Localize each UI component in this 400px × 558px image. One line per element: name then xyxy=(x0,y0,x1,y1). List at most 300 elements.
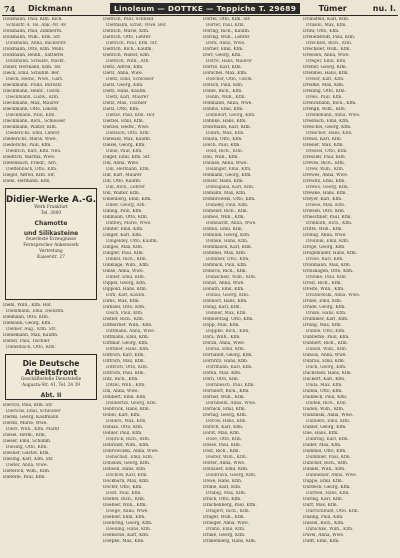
directory-entry: Domeier, Rich., Kfm. xyxy=(203,209,249,214)
directory-entry: Dieckmann, Walter, Kfm. xyxy=(3,125,58,130)
directory-entry: Dill, Walter, Kfm. xyxy=(103,191,141,196)
directory-entry: Dobrick, Rich., Kfm. xyxy=(106,437,151,442)
directory-entry: Dondorf, Hans, Kfm. xyxy=(203,299,248,304)
directory-entry: Dittmann, Anna, Wwe. xyxy=(106,329,156,334)
directory-entry: Duchstein, Hans, Kfm. xyxy=(303,371,352,376)
directory-entry: Dill, Otto, Kaufm. xyxy=(103,179,142,184)
directory-entry: Dresbach, Emil, Kfm. xyxy=(303,119,350,124)
column-1-top-entries xyxy=(3,17,99,185)
directory-entry: Dohndorf, Georg, Kfm. xyxy=(206,113,256,118)
directory-entry: Drehmel, Hans, Kfm. xyxy=(303,71,349,76)
directory-entry: Dübbers, Emil, Kfm. xyxy=(306,419,351,424)
column-1-middle-entries xyxy=(3,303,99,351)
column-4-entries xyxy=(303,17,399,545)
directory-entry: Dörre, Hans, Maurer xyxy=(206,59,252,64)
directory-entry: Döscher, Otto, Tischl. xyxy=(206,77,253,82)
directory-entry: Dreifke, Max, Kfm. xyxy=(303,83,345,88)
directory-entry: Dreyer, Karl, Kfm. xyxy=(303,197,343,202)
directory-entry: Donau, Georg, Kfm. xyxy=(206,293,250,298)
directory-entry: Dieterich, Wilh., Kfm. xyxy=(3,469,51,474)
directory-entry: Dobrowolski, Anna, Wwe. xyxy=(103,449,159,454)
directory-entry: Drescher, Hans, Kfm. xyxy=(306,131,353,136)
directory-entry: Dümmel, Otto, Kfm. xyxy=(303,449,347,454)
column-2-entries xyxy=(103,17,199,545)
directory-entry: Dickmann, Reinh., Sattlerei xyxy=(3,53,64,58)
directory-entry: Dröge, Georg, Kfm. xyxy=(303,245,346,250)
directory-entry: Dieckmann, Max, Maurer xyxy=(3,101,59,106)
directory-entry: Dittrich, Paul, Kfm. xyxy=(103,371,145,376)
directory-entry: Dierks, Marie, Wwe. xyxy=(3,421,48,426)
directory-entry: Dieckmann, Ludw., Kfm. xyxy=(6,95,60,100)
ad-title: Didier-Werke A.-G. xyxy=(6,195,96,205)
directory-entry: Dill, Anna, Wwe. xyxy=(103,161,140,166)
directory-entry: Dieckmann, Heinr., Tischl. xyxy=(3,89,61,94)
directory-entry: Dickmann, Anna, Bäckerstr. xyxy=(6,41,67,46)
directory-entry: Dirksen, Otto, Kfm. xyxy=(103,305,146,310)
directory-entry: Disch, Paul, Kfm. xyxy=(106,311,144,316)
directory-entry: Dieck, Hedw., Wwe., Gart. xyxy=(6,77,64,82)
directory-entry: Dreesen, Anna, Wwe. xyxy=(303,53,350,58)
directory-entry: Diedrich, Martha, Wwe. xyxy=(3,155,56,160)
directory-entry: Domes, Wilh., Kfm. xyxy=(203,215,245,220)
directory-entry: Dohrmann, Karl, Kfm. xyxy=(203,125,251,130)
directory-entry: Dietrich, Rich., Kaufm. xyxy=(103,47,153,52)
ad-line: und Silikasteine xyxy=(23,230,79,237)
directory-entry: Drews, Georg, Kfm. xyxy=(306,185,349,190)
directory-entry: Doelling, Hans, Kfm. xyxy=(106,527,152,532)
directory-entry: Dudek, Rich., Kfm. xyxy=(306,401,347,406)
directory-entry: Dörfel, Otto, Kfm. Str. xyxy=(203,17,251,22)
directory-entry: Dohle, Rich., Kfm. xyxy=(203,89,243,94)
directory-entry: Doubrava, Georg, Kfm. xyxy=(206,473,257,478)
directory-entry: Dix, Anna, Wwe. xyxy=(103,389,139,394)
directory-entry: Dreger, Emil, Kfm. xyxy=(306,59,347,64)
directory-entry: Dowe, Hans, Kfm. xyxy=(203,479,243,484)
directory-entry: Dobrindt, Wilh., Kfm. xyxy=(103,443,150,448)
column-2 xyxy=(103,17,199,555)
directory-entry: Donath, Emil, Kfm. xyxy=(203,287,245,292)
directory-entry: Düsing, Paul, Kfm. xyxy=(303,515,344,520)
directory-entry: Dietz, Anna, Wwe. xyxy=(103,71,144,76)
directory-entry: Düring, Karl, Kfm. xyxy=(303,497,344,502)
directory-entry: Dreier, Karl, Kfm. xyxy=(306,77,345,82)
directory-entry: Drummer, Karl, Kfm. xyxy=(303,317,349,322)
directory-entry: Dienstbach, Otto, Kfm. xyxy=(6,345,56,350)
directory-entry: Dihle, Paul, Kfm. xyxy=(106,149,143,154)
directory-entry: Drach, Otto, Kfm. xyxy=(203,497,242,502)
directory-entry: Dosse, Paul, Kfm. xyxy=(203,443,242,448)
directory-entry: Dorbandt, Georg, Kfm. xyxy=(203,353,253,358)
ad-line: Tel. 3000 xyxy=(40,211,62,216)
directory-entry: Döring, Rich., Kaufm. xyxy=(203,29,251,34)
directory-entry: Dirk, Karl, Kaufm. xyxy=(106,293,146,298)
directory-entry: Diefenbach, Friedr., Arb. xyxy=(3,161,58,166)
directory-entry: Dressel, Otto, Kfm. xyxy=(306,149,348,154)
volume-label: nu. I. xyxy=(372,4,396,13)
directory-entry: Domagalla, Karl, Kfm. xyxy=(206,185,255,190)
directory-entry: Draw, Otto, Kfm. xyxy=(303,29,340,34)
directory-entry: Drenckhahn, Rich., Kfm. xyxy=(303,101,357,106)
directory-entry: Dominik, Georg, Kfm. xyxy=(203,233,251,238)
directory-entry: Dülfer, Max, Kfm. xyxy=(303,443,342,448)
directory-entry: Dingeldey, Otto, Kaufm. xyxy=(106,239,159,244)
ad-line: Kaiserstr. 27 xyxy=(37,255,65,260)
directory-entry: Dietz, Hans, Kaufm. xyxy=(103,89,147,94)
directory-entry: Drabig, Max, Kfm. xyxy=(206,491,247,496)
directory-entry: Dieter, Anna, Wwe. xyxy=(6,463,48,468)
directory-entry: Diezel, Georg, Kfm. xyxy=(103,143,146,148)
directory-entry: Dietrich, Wilh., Arb. xyxy=(106,59,150,64)
ad-lines xyxy=(6,377,96,399)
column-1-bottom-entries xyxy=(3,403,99,481)
directory-entry: Drobig, Anna, Wwe. xyxy=(303,233,347,238)
advertising-banner: Linoleum — DOTTKE — Teppiche T. 29689 xyxy=(110,3,300,14)
directory-entry: Domann, Max, Kfm. xyxy=(203,191,247,196)
didier-werke-ad xyxy=(5,188,97,300)
directory-entry: Dorst, Max, Kfm. xyxy=(203,431,241,436)
directory-entry: Dürr, Max, Kfm. xyxy=(303,503,338,508)
directory-entry: Dorsch, Karl, Kfm. xyxy=(203,425,244,430)
directory-entry: Dröse, Karl, Kfm. xyxy=(306,257,344,262)
directory-entry: Drebenstedt, Paul, Kfm. xyxy=(303,35,356,40)
ad-line: Werk Frankfurt xyxy=(34,205,68,210)
directory-entry: Drinkuth, Rich., Kfm. xyxy=(306,221,353,226)
directory-entry: Dünkel, Wilh., Kfm. xyxy=(303,467,346,472)
directory-entry: Dickmann, Paul, Kfm. Rich. xyxy=(3,17,63,22)
directory-entry: Dickmann, Paul, Zimmerm. xyxy=(3,29,63,34)
directory-entry: Dickmann, Otto, Kfm. Mühl. xyxy=(3,47,65,52)
directory-entry: Dornick, Emil, Kfm. xyxy=(203,407,246,412)
directory-entry: Dobschall, Emil, Kfm. xyxy=(106,455,154,460)
directory-entry: Drieschner, Paul, Kfm. xyxy=(303,215,352,220)
directory-entry: Dubbe, Otto, Kfm. xyxy=(306,329,346,334)
header-rule xyxy=(2,15,398,16)
directory-entry: Duden, Wilh., Kfm. xyxy=(303,407,345,412)
directory-entry: Dollinger, Emil, Kfm. xyxy=(206,167,252,172)
directory-entry: Schulstr. 4. Tel. Ank.-Nr. 48 xyxy=(6,23,66,28)
directory-entry: Diederichs, Paul, Kfm. xyxy=(3,143,52,148)
directory-entry: Drasdo, Max, Kfm. xyxy=(306,23,347,28)
directory-entry: Dubiel, Wilh., Kfm. xyxy=(306,347,348,352)
directory-entry: Dieckmann, Rich., Schlosser xyxy=(3,119,66,124)
directory-entry: Dingler, Paul, Kfm. xyxy=(103,251,144,256)
directory-entry: Dohms, Emil, Kfm. xyxy=(203,107,244,112)
page-header xyxy=(4,2,396,15)
directory-entry: Dürbeck, Georg, Kfm. xyxy=(303,485,351,490)
directory-entry: Dorbritz, Hans, Kfm. xyxy=(203,359,249,364)
directory-entry: Dold, Rich., Kfm. xyxy=(206,149,244,154)
directory-entry: Dinklage, Wilh., Kfm. xyxy=(103,263,150,268)
directory-entry: Dobslaw, Georg, Kfm. xyxy=(103,461,151,466)
directory-entry: Dorau, Emil, Kfm. xyxy=(206,347,246,352)
directory-entry: Dittrich, Karl, Kfm. xyxy=(103,353,145,358)
directory-entry: Diehl, Hermann, Kfm. xyxy=(3,179,51,184)
ad-line: Fernsprecher Ankenwerk xyxy=(23,243,79,248)
directory-entry: Dickmann, Schulze, Markt. xyxy=(6,59,66,64)
directory-entry: Dill, Karl, Maurer xyxy=(103,173,142,178)
directory-entry: Dietrich, Paul, Schneid. xyxy=(103,17,155,22)
directory-entry: Dohmann, Anna, Wwe. xyxy=(203,101,253,106)
directory-entry: Dierich, Paul, Kfm. Str. xyxy=(3,403,54,408)
directory-entry: Dühring, Karl, Kfm. xyxy=(306,437,349,442)
directory-entry: Dohrn, Max, Kfm. xyxy=(206,131,245,136)
directory-entry: Dinse, Anna, Wwe. xyxy=(103,269,145,274)
directory-entry: Doppke, Rich., Kfm. xyxy=(206,329,250,334)
directory-entry: Dinter, Emil, Kfm. xyxy=(106,275,146,280)
directory-entry: Dornheim, Anna, Wwe. xyxy=(206,401,257,406)
directory-entry: Dose, Otto, Kfm. xyxy=(206,437,243,442)
directory-entry: Domdey, Paul, Kfm. xyxy=(206,203,249,208)
directory-entry: Domrös, Rich., Kfm. xyxy=(203,269,247,274)
ad-line: feuerfeste Erzeugnisse xyxy=(25,237,77,242)
directory-entry: Dopp, Paul, Kfm. xyxy=(203,323,240,328)
directory-entry: Domke, Hans, Kfm. xyxy=(206,239,249,244)
directory-entry: Dobias, Otto, Kfm. xyxy=(103,425,144,430)
directory-entry: Dierks, Georg, Kaufmann xyxy=(3,415,59,420)
directory-entry: Dippel, Georg, Kfm. xyxy=(103,281,147,286)
column-1 xyxy=(3,17,99,555)
directory-entry: Drozdowski, Anna, Wwe. xyxy=(306,293,361,298)
directory-entry: Dübler, Georg, Kfm. xyxy=(303,425,347,430)
directory-entry: Doenecke, Karl, Kfm. xyxy=(103,533,150,538)
directory-entry: Doehring, Georg, Kfm. xyxy=(103,521,153,526)
directory-entry: Dütschke, Wilh., Kfm. xyxy=(306,527,354,532)
directory-entry: Düncher, Rich., Kfm. xyxy=(303,461,349,466)
directory-entry: Dora, Wilh., Kfm. xyxy=(203,335,241,340)
directory-entry: Duddeck, Paul, Kfm. xyxy=(303,395,348,400)
ad-line: Abt. II xyxy=(40,392,62,399)
directory-entry: Dobbrick, Hans, Kfm. xyxy=(103,407,150,412)
directory-entry: Distler, Rich., Kfm. xyxy=(103,317,145,322)
directory-entry: Dornbusch, Paul, Kfm. xyxy=(206,383,255,388)
directory-entry: Drägert, Rich., Kfm. xyxy=(206,509,250,514)
directory-entry: Dietz, Max, Tischler xyxy=(103,101,147,106)
arbeitsfront-ad xyxy=(5,354,97,400)
directory-entry: Dritte, Wilh., Kfm. xyxy=(303,227,343,232)
directory-entry: Dodt, Paul, Kfm. xyxy=(106,491,142,496)
directory-entry: Dufft, Emil, Kfm. xyxy=(303,539,340,544)
directory-entry: Dötsch, Paul, Kfm. xyxy=(203,83,244,88)
directory-entry: Dobers, Max, Kfm. xyxy=(106,419,147,424)
directory-entry: Dimter, Emil, Kfm. xyxy=(103,227,144,232)
directory-entry: Dinger, Karl, Kfm. xyxy=(103,233,143,238)
directory-entry: Düssel, Rich., Kfm. xyxy=(303,521,345,526)
directory-entry: Dubberke, Paul, Kfm. xyxy=(303,335,350,340)
directory-entry: Draeger, Anna, Wwe. xyxy=(203,521,250,526)
directory-entry: Dressler, Paul, Kfm. xyxy=(303,155,347,160)
directory-entry: Diehlmann, Emil, Dienstm. xyxy=(6,309,65,314)
directory-entry: Doebler, Wilh., Kfm. xyxy=(103,503,147,508)
directory-entry: Dreher, Georg, Kfm. xyxy=(303,65,348,70)
directory-entry: Dornig, Georg, Kfm. xyxy=(203,413,248,418)
directory-entry: Donig, Karl, Kfm. xyxy=(203,305,241,310)
directory-entry: Drahn, Emil, Kfm. xyxy=(206,527,246,532)
directory-entry: Diesel, Herm., Kfm. xyxy=(3,433,46,438)
directory-entry: Diemer, Aug., Kfm. Str. xyxy=(6,327,57,332)
ad-title: Die Deutsche Arbeitsfront xyxy=(22,359,80,377)
column-3 xyxy=(203,17,299,555)
directory-entry: Dickmann, Wilh., Kfm. Str. xyxy=(3,35,61,40)
directory-entry: Ditzel, Wilh., Kfm. xyxy=(106,383,146,388)
directory-entry: Diewald, Max, Kaufm. xyxy=(103,137,152,142)
directory-entry: Dinges, Max, Kfm. xyxy=(103,245,144,250)
directory-entry: Dümmler, Paul, Kfm. xyxy=(306,455,351,460)
directory-entry: Dörrie, Karl, Kfm. xyxy=(203,65,242,70)
directory-entry: Dudda, Otto, Kfm. xyxy=(303,389,343,394)
directory-entry: Drobnik, Emil, Kfm. xyxy=(306,239,350,244)
directory-entry: Dommasch, Karl, Kfm. xyxy=(203,245,253,250)
directory-entry: Drachenberg, Paul, Kfm. xyxy=(203,503,257,508)
directory-entry: Dietzsch, Otto, Kfm. xyxy=(106,131,150,136)
directory-entry: Drabe, Karl, Kfm. xyxy=(203,485,242,490)
directory-entry: Donner, Max, Kfm. xyxy=(206,311,247,316)
directory-entry: Dräger, Wilh., Kfm. xyxy=(203,515,245,520)
directory-entry: Drengk, Wilh., Kfm. xyxy=(303,107,347,112)
directory-entry: Dombrowski, Otto, Kfm. xyxy=(203,197,256,202)
directory-entry: Dünnebier, Anna, Wwe. xyxy=(306,473,358,478)
directory-entry: Dieckmann, Paul, Kfm. xyxy=(6,113,56,118)
directory-entry: Dörner, Emil, Kfm. xyxy=(203,47,244,52)
directory-entry: Dieser, Emil, Schuhm. xyxy=(3,439,52,444)
directory-entry: Dietrich, Paul, Kfm. Str. xyxy=(106,41,158,46)
directory-entry: Drewitz, Emil, Kfm. xyxy=(303,179,346,184)
directory-entry: Dietz, Otto, Kfm. xyxy=(103,107,140,112)
directory-entry: Dirks, Max, Kfm. xyxy=(103,299,140,304)
directory-entry: Dillmann, Otto, Kfm. xyxy=(103,215,149,220)
directory-entry: Dorfmann, Karl, Kfm. xyxy=(206,365,253,370)
directory-entry: Drenkmann, Anna, Wwe. xyxy=(306,113,361,118)
directory-entry: Dieckmann, Frida, Bürostr. xyxy=(3,83,63,88)
directory-entry: Düvel, Anna, Wwe. xyxy=(303,533,345,538)
left-running-title: Dickmann xyxy=(28,4,73,13)
directory-entry: Drewke, Hans, Kfm. xyxy=(303,191,347,196)
directory-entry: Ditz, Rich., Kfm. xyxy=(103,377,139,382)
directory-entry: Dilling, Paul, Kfm. xyxy=(103,209,143,214)
directory-entry: Drake, Georg, Kfm. xyxy=(203,533,246,538)
directory-entry: Dietzel, Hedw., Wwe. xyxy=(103,125,150,130)
directory-entry: Diemann, Georg, Kfm. xyxy=(3,321,52,326)
directory-entry: Dresler, Max, Kfm. xyxy=(303,143,344,148)
directory-entry: Dudzinski, Anna, Wwe. xyxy=(303,413,354,418)
directory-entry: Docter, Otto, Kfm. xyxy=(103,485,143,490)
directory-entry: Dittmann, Emil, Kfm. xyxy=(103,335,150,340)
directory-entry: Diller, Georg, Arb. xyxy=(106,203,146,208)
directory-entry: Dollase, Anna, Wwe. xyxy=(203,161,248,166)
column-3-entries xyxy=(203,17,299,545)
directory-entry: Duda, Max, Kfm. xyxy=(306,383,343,388)
directory-entry: Dieck, Emil, Schuhm. Ber. xyxy=(3,71,60,76)
directory-entry: Didier, Hermann, Kfm. Tel. xyxy=(3,65,62,70)
directory-entry: Dörr, Georg, Kfm. xyxy=(203,53,242,58)
directory-entry: Dohnke, Hans, Kfm. xyxy=(203,119,247,124)
directory-entry: Dieckmann, Otto, Lokom. xyxy=(3,107,59,112)
directory-entry: Dolata, Otto, Kfm. xyxy=(203,137,243,142)
directory-entry: Domscheit, Wilh., Kfm. xyxy=(206,275,257,280)
directory-entry: Dorndorf, Rich., Kfm. xyxy=(203,389,250,394)
directory-entry: Dotter, Anna, Wwe. xyxy=(203,461,246,466)
directory-entry: Dietz, Karl, Maurer xyxy=(106,95,149,100)
directory-entry: Dillenberg, Emil, Kfm. xyxy=(103,197,152,202)
directory-entry: Domnick, Paul, Kfm. xyxy=(203,263,248,268)
directory-entry: Dill, Hermann, Kfm. xyxy=(106,167,150,172)
directory-entry: Drögemüller, Hans, Kfm. xyxy=(303,251,358,256)
directory-entry: Drakenberg, Hans, Kfm. xyxy=(203,539,257,544)
directory-entry: Dienst, Paul, Tischler xyxy=(3,339,50,344)
directory-entry: Diederichs, Marie, Wwe. xyxy=(3,137,57,142)
directory-entry: Dockhorn, Max, Kfm. xyxy=(103,479,150,484)
directory-entry: Dietze, Paul, Kfm. Hof xyxy=(106,113,155,118)
directory-entry: Drohmann, Max, Kfm. xyxy=(303,263,352,268)
directory-entry: Drube, Emil, Kfm. xyxy=(303,299,343,304)
directory-entry: Dobbertin, Georg, Kfm. xyxy=(106,401,158,406)
directory-entry: Dubbert, Rich., Kfm. xyxy=(303,341,348,346)
directory-entry: Dörk, Anna, Wwe. xyxy=(206,41,246,46)
directory-entry: Dreves, Rich., Kfm. xyxy=(303,161,346,166)
directory-entry: Dotzauer, Emil, Kfm. xyxy=(203,467,249,472)
ad-line: Augusta-Str. 41, Tel. 24 39 xyxy=(22,383,80,388)
directory-entry: Drude, Georg, Kfm. xyxy=(303,305,346,310)
directory-entry: Düppe, Emil, Kfm. xyxy=(303,479,343,484)
directory-entry: Dost, Rich., Kfm. xyxy=(203,449,240,454)
directory-entry: Dransfeld, Karl, Kfm. xyxy=(303,17,350,22)
directory-entry: Düe, Hans, Kfm. xyxy=(303,431,339,436)
directory-entry: Dörfer, Paul, Kfm. xyxy=(206,23,245,28)
directory-entry: Doster, Wilh., Kfm. xyxy=(206,455,248,460)
directory-entry: Dilger, Emil, Kfm. Str. xyxy=(103,155,151,160)
directory-entry: Diesner, Gustav, Kfm. xyxy=(3,451,50,456)
directory-entry: Dörschel, Max, Kfm. xyxy=(203,71,248,76)
column-4 xyxy=(303,17,399,555)
directory-entry: Dobson, Hans, Kfm. xyxy=(103,467,147,472)
directory-entry: Diederichs, Emil, Lehrer xyxy=(6,131,60,136)
ad-lines xyxy=(6,205,96,261)
right-running-title: Tümer xyxy=(318,4,347,13)
directory-entry: Dietz, Emil, Schlosser xyxy=(106,77,154,82)
directory-entry: Dorow, Hans, Kfm. xyxy=(206,419,247,424)
ad-line: Chamotte xyxy=(34,220,68,227)
directory-entry: Dronke, Paul, Kfm. xyxy=(306,275,348,280)
directory-entry: Donnerstag, Otto, Kfm. xyxy=(203,317,254,322)
directory-entry: Dittmer, Hans, Kfm. xyxy=(106,347,150,352)
directory-entry: Dielmann, Otto, Kfm. xyxy=(3,315,50,320)
directory-entry: Dietrich, Marie, Kfm. xyxy=(103,29,150,34)
directory-entry: Dolch, Paul, Kfm. xyxy=(203,143,241,148)
directory-entry: Diesing, Otto, Kfm. xyxy=(6,445,48,450)
directory-entry: Dorka, Max, Kfm. xyxy=(203,371,242,376)
directory-entry: Dieffenbach, Otto, Kfm. xyxy=(6,167,58,172)
directory-entry: Dreiling, Otto, Kfm. xyxy=(303,89,346,94)
directory-entry: Dohm, Wilh., Kfm. xyxy=(206,95,246,100)
directory-entry: Dürfeld, Hans, Kfm. xyxy=(306,491,350,496)
directory-entry: Doll, Wilh., Kfm. xyxy=(203,155,239,160)
directory-entry: Dittberner, Wilh., Kfm. xyxy=(103,323,153,328)
directory-entry: Drewes, Anna, Wwe. xyxy=(303,173,349,178)
directory-entry: Droste, Wilh., Kfm. xyxy=(303,287,345,292)
directory-entry: Döring, Wilh., Lehrer xyxy=(203,35,250,40)
directory-entry: Doehler, Emil, Kfm. xyxy=(103,515,146,520)
directory-entry: Drüke, Hans, Kfm. xyxy=(306,311,347,316)
directory-entry: Dippold, Hans, Kfm. xyxy=(103,287,148,292)
directory-entry: Dietzel, Emil, Kfm. xyxy=(103,119,144,124)
directory-entry: Drechsler, Wilh., Kfm. xyxy=(303,47,351,52)
directory-entry: Diehl, Wilh., Kfm. Hof. xyxy=(3,303,52,308)
directory-entry: Dietz, Georg, Kfm. xyxy=(103,83,144,88)
directory-entry: Dürrschmidt, Otto, Kfm. xyxy=(306,509,359,514)
directory-entry: Dommer, Otto, Kfm. xyxy=(206,257,250,262)
directory-entry: Dreis, Paul, Kfm. xyxy=(306,95,343,100)
directory-entry: Dietz, Alfred, Kfm. xyxy=(103,65,144,70)
directory-entry: Drung, Max, Kfm. xyxy=(303,323,342,328)
